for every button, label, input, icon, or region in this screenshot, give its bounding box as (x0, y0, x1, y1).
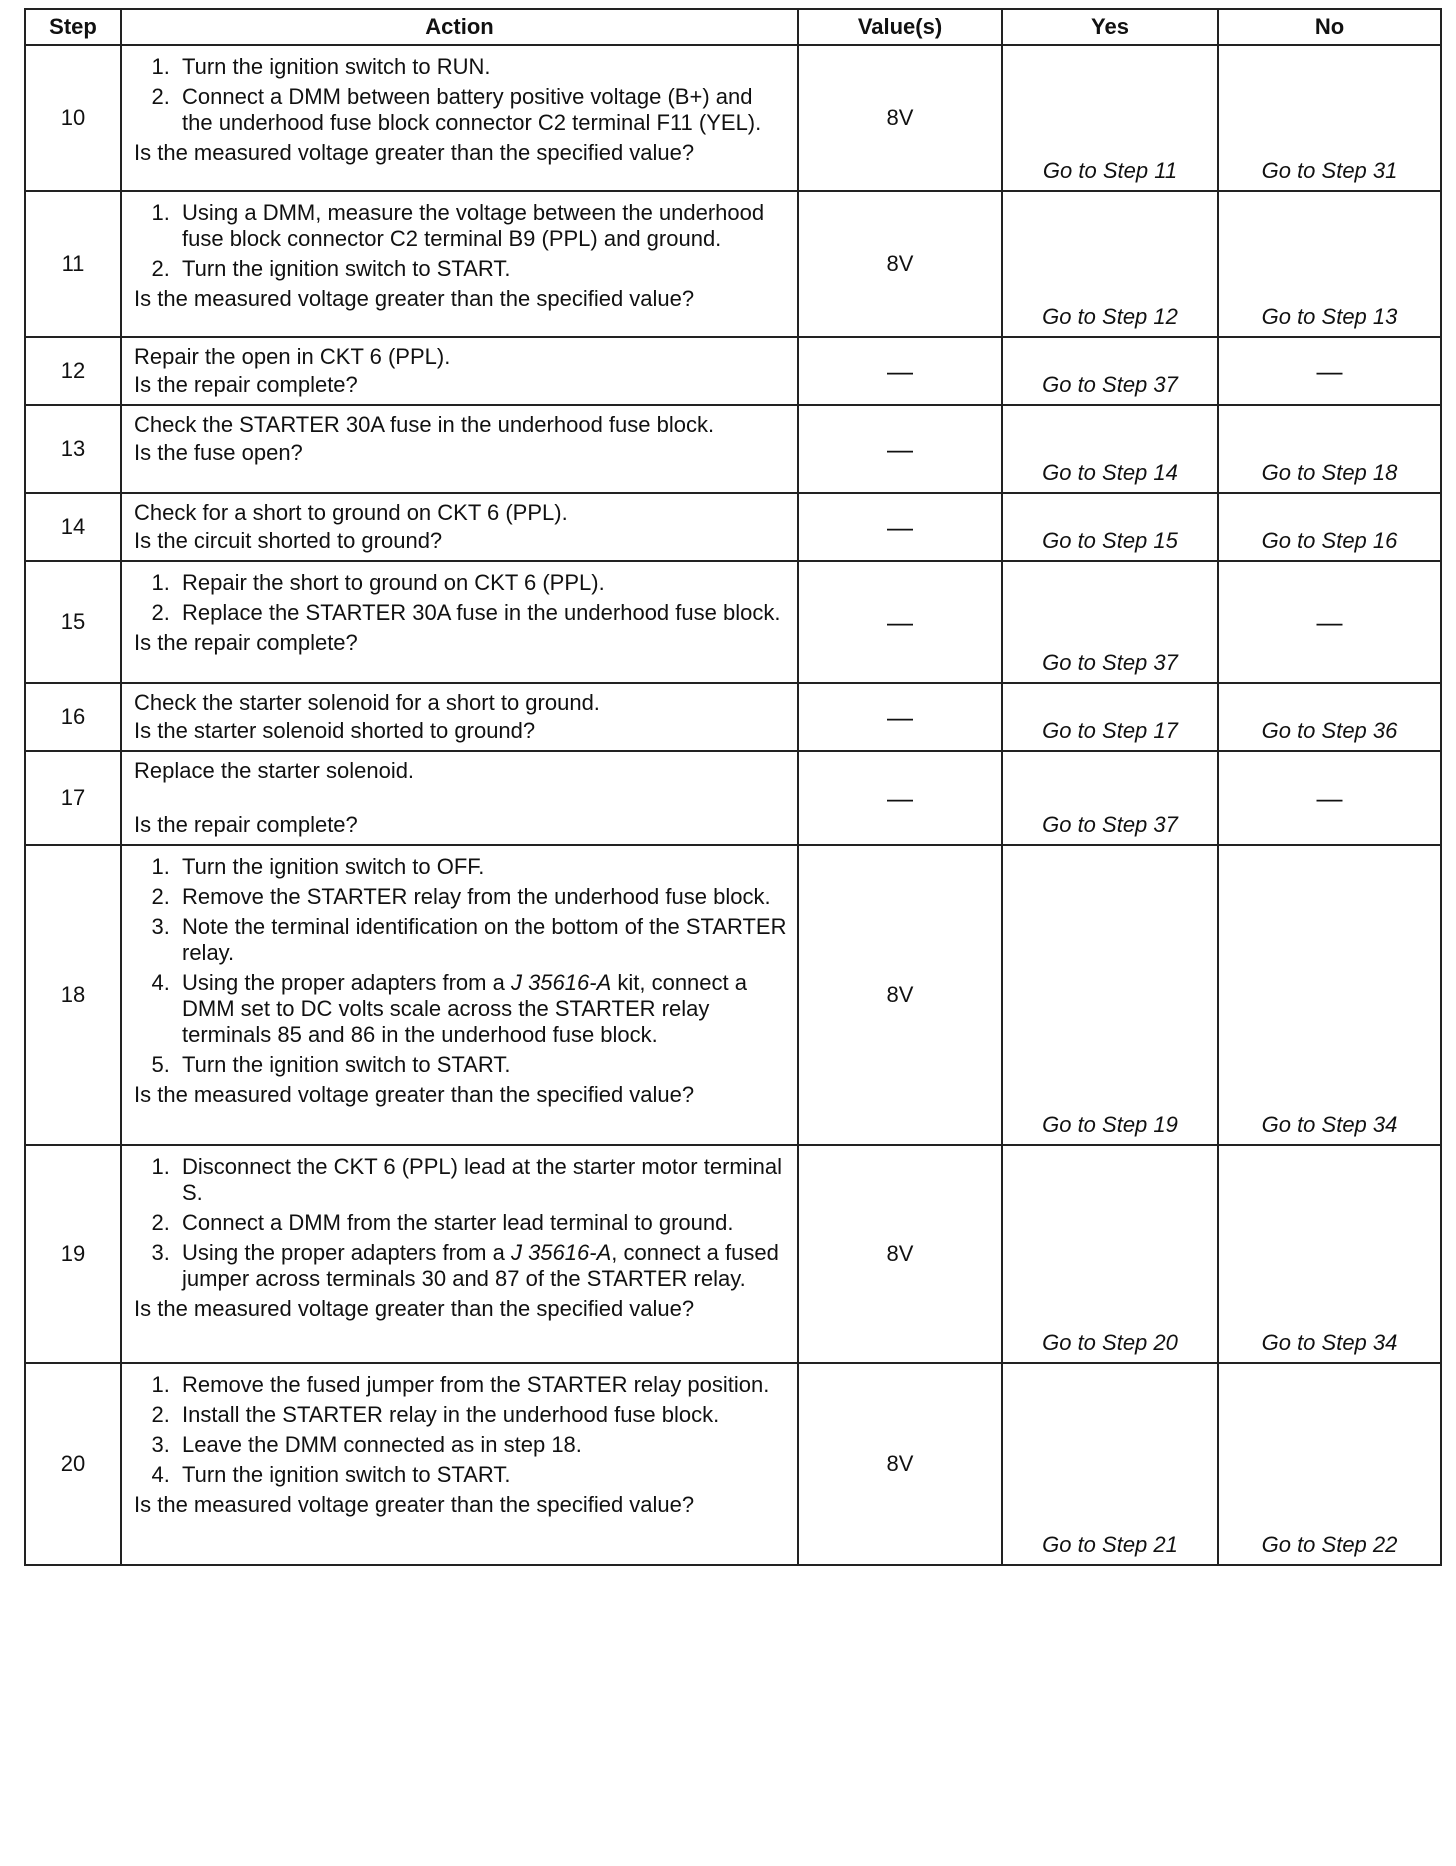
value-cell: 8V (798, 845, 1002, 1145)
action-step-item: 2. Remove the STARTER relay from the underhood fuse block. (176, 884, 789, 910)
value-cell: — (798, 337, 1002, 405)
action-cell (121, 561, 798, 683)
table-row (25, 751, 1441, 845)
value-cell: 8V (798, 45, 1002, 191)
action-text: Repair the open in CKT 6 (PPL). (134, 344, 451, 369)
action-question: Is the repair complete? (134, 812, 358, 837)
action-question: Is the measured voltage greater than the specified value? (134, 286, 695, 311)
yes-cell: Go to Step 17 (1002, 683, 1218, 751)
yes-cell: Go to Step 37 (1002, 561, 1218, 683)
table-row (25, 683, 1441, 751)
action-steps-list (134, 1154, 789, 1292)
table-row (25, 1145, 1441, 1363)
action-steps-list (134, 200, 789, 282)
step-cell: 12 (25, 337, 121, 405)
action-cell (121, 1363, 798, 1565)
table-row (25, 405, 1441, 493)
action-step-item: 2. Connect a DMM from the starter lead terminal to ground. (176, 1210, 789, 1236)
action-text: Replace the starter solenoid. (134, 758, 415, 783)
action-step-item: 1. Turn the ignition switch to RUN. (176, 54, 789, 80)
action-step-item: 5. Turn the ignition switch to START. (176, 1052, 789, 1078)
table-row (25, 1363, 1441, 1565)
table-row (25, 337, 1441, 405)
action-cell (121, 191, 798, 337)
action-cell (121, 1145, 798, 1363)
no-cell: Go to Step 18 (1218, 405, 1441, 493)
value-cell: — (798, 493, 1002, 561)
action-step-item: 1. Remove the fused jumper from the STARTER relay position. (176, 1372, 789, 1398)
table-row (25, 493, 1441, 561)
yes-cell: Go to Step 20 (1002, 1145, 1218, 1363)
step-cell: 14 (25, 493, 121, 561)
step-cell: 10 (25, 45, 121, 191)
action-step-item: 2. Replace the STARTER 30A fuse in the underhood fuse block. (176, 600, 789, 626)
action-step-item: 2. Connect a DMM between battery positive voltage (B+) and the underhood fuse block connector C2 terminal F11 (YEL). (176, 84, 789, 136)
action-cell (121, 845, 798, 1145)
value-cell: 8V (798, 191, 1002, 337)
action-step-item: 1. Turn the ignition switch to OFF. (176, 854, 789, 880)
yes-cell: Go to Step 21 (1002, 1363, 1218, 1565)
tool-reference: J 35616-A (510, 970, 612, 995)
action-cell (121, 751, 798, 845)
action-step-item: 1. Disconnect the CKT 6 (PPL) lead at the starter motor terminal S. (176, 1154, 789, 1206)
no-cell: Go to Step 22 (1218, 1363, 1441, 1565)
yes-cell: Go to Step 37 (1002, 751, 1218, 845)
action-step-item: 4. Using the proper adapters from a J 35616-A kit, connect a DMM set to DC volts scale across the STARTER relay terminals 85 and 86 in the underhood fuse block. (176, 970, 789, 1048)
action-text: Check for a short to ground on CKT 6 (PPL). (134, 500, 568, 525)
value-cell: — (798, 683, 1002, 751)
action-text: Check the starter solenoid for a short to ground. (134, 690, 600, 715)
action-cell (121, 45, 798, 191)
action-steps-list (134, 854, 789, 1078)
no-cell: Go to Step 36 (1218, 683, 1441, 751)
table-row (25, 45, 1441, 191)
action-steps-list (134, 1372, 789, 1488)
table-row (25, 191, 1441, 337)
action-step-item: 4. Turn the ignition switch to START. (176, 1462, 789, 1488)
no-cell: Go to Step 13 (1218, 191, 1441, 337)
action-steps-list (134, 54, 789, 136)
action-question: Is the fuse open? (134, 440, 303, 465)
step-cell: 17 (25, 751, 121, 845)
value-cell: — (798, 561, 1002, 683)
action-steps-list (134, 570, 789, 626)
yes-cell: Go to Step 15 (1002, 493, 1218, 561)
yes-cell: Go to Step 11 (1002, 45, 1218, 191)
diagnostic-table-wrapper (24, 8, 1440, 1566)
action-step-item: 3. Using the proper adapters from a J 35616-A, connect a fused jumper across terminals 30 and 87 of the STARTER relay. (176, 1240, 789, 1292)
action-question: Is the repair complete? (134, 630, 358, 655)
step-cell: 11 (25, 191, 121, 337)
no-cell: Go to Step 34 (1218, 1145, 1441, 1363)
action-question: Is the circuit shorted to ground? (134, 528, 443, 553)
no-cell: Go to Step 31 (1218, 45, 1441, 191)
action-step-item: 1. Using a DMM, measure the voltage between the underhood fuse block connector C2 terminal B9 (PPL) and ground. (176, 200, 789, 252)
action-step-item: 1. Repair the short to ground on CKT 6 (PPL). (176, 570, 789, 596)
action-step-item: 3. Note the terminal identification on the bottom of the STARTER relay. (176, 914, 789, 966)
header-step: Step (25, 9, 121, 45)
no-cell: Go to Step 16 (1218, 493, 1441, 561)
yes-cell: Go to Step 14 (1002, 405, 1218, 493)
action-text: Check the STARTER 30A fuse in the underhood fuse block. (134, 412, 715, 437)
action-step-item: 2. Install the STARTER relay in the underhood fuse block. (176, 1402, 789, 1428)
action-cell (121, 493, 798, 561)
header-no: No (1218, 9, 1441, 45)
table-row (25, 845, 1441, 1145)
header-row (25, 9, 1441, 45)
tool-reference: J 35616-A (510, 1240, 612, 1265)
no-cell: Go to Step 34 (1218, 845, 1441, 1145)
table-row (25, 561, 1441, 683)
action-question: Is the starter solenoid shorted to ground? (134, 718, 536, 743)
value-cell: — (798, 405, 1002, 493)
yes-cell: Go to Step 12 (1002, 191, 1218, 337)
no-cell: — (1218, 561, 1441, 683)
diagnostic-table (24, 8, 1442, 1566)
step-cell: 20 (25, 1363, 121, 1565)
step-cell: 15 (25, 561, 121, 683)
action-question: Is the measured voltage greater than the specified value? (134, 1492, 695, 1517)
step-cell: 16 (25, 683, 121, 751)
action-cell (121, 683, 798, 751)
value-cell: — (798, 751, 1002, 845)
yes-cell: Go to Step 37 (1002, 337, 1218, 405)
value-cell: 8V (798, 1145, 1002, 1363)
header-yes: Yes (1002, 9, 1218, 45)
action-step-item: 2. Turn the ignition switch to START. (176, 256, 789, 282)
action-question: Is the repair complete? (134, 372, 358, 397)
action-cell (121, 405, 798, 493)
no-cell: — (1218, 751, 1441, 845)
yes-cell: Go to Step 19 (1002, 845, 1218, 1145)
no-cell: — (1218, 337, 1441, 405)
header-value: Value(s) (798, 9, 1002, 45)
action-cell (121, 337, 798, 405)
action-question: Is the measured voltage greater than the specified value? (134, 1082, 695, 1107)
action-step-item: 3. Leave the DMM connected as in step 18. (176, 1432, 789, 1458)
step-cell: 19 (25, 1145, 121, 1363)
step-cell: 18 (25, 845, 121, 1145)
action-question: Is the measured voltage greater than the specified value? (134, 1296, 695, 1321)
header-action: Action (121, 9, 798, 45)
action-question: Is the measured voltage greater than the specified value? (134, 140, 695, 165)
table-body (25, 45, 1441, 1565)
step-cell: 13 (25, 405, 121, 493)
value-cell: 8V (798, 1363, 1002, 1565)
